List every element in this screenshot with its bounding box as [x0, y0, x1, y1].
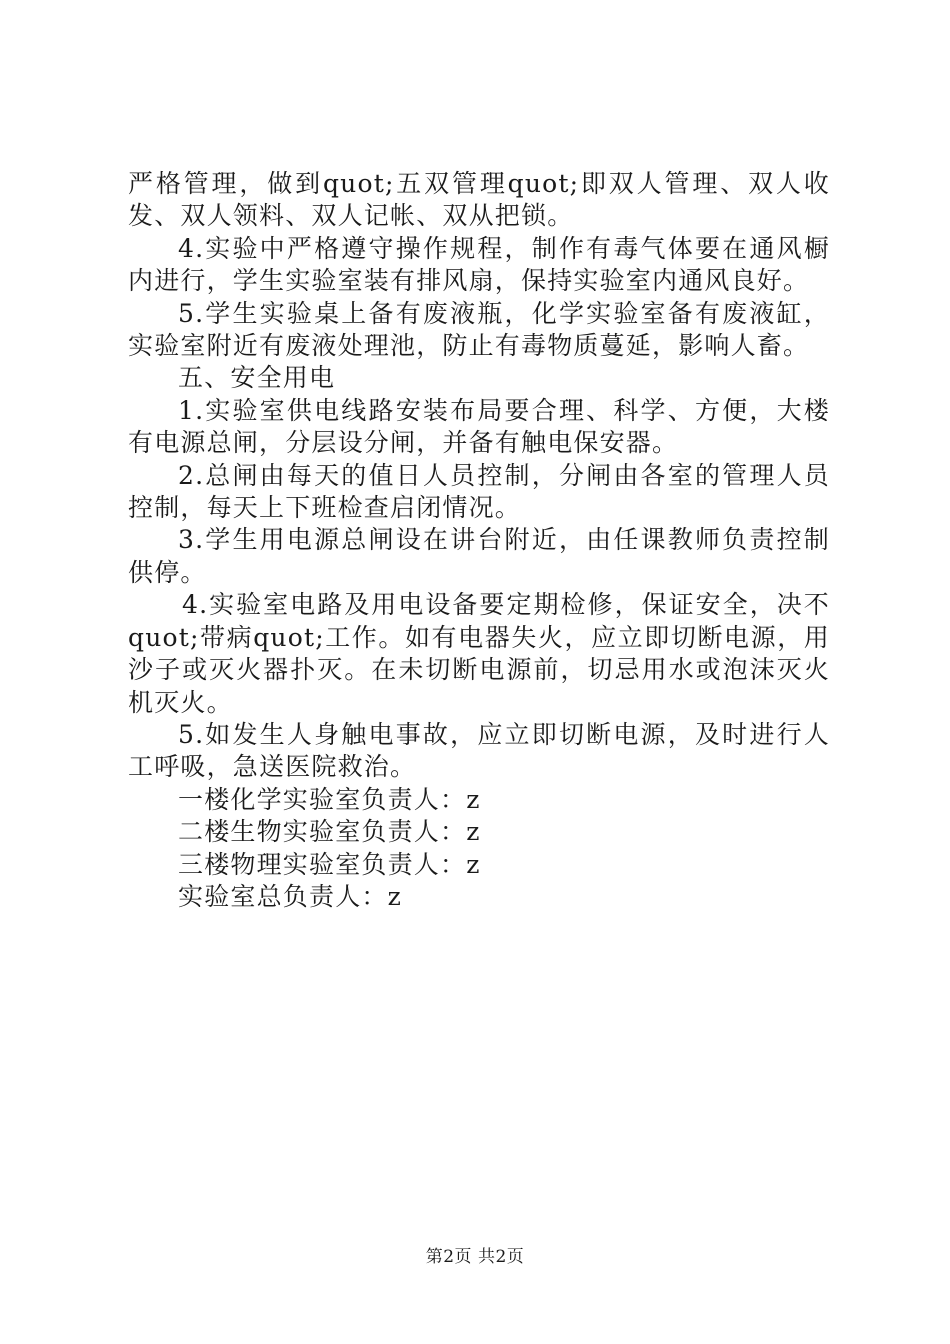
paragraph-item-4-maintenance: 4.实验室电路及用电设备要定期检修，保证安全，决不quot;带病quot;工作。如有电器失火，应立即切断电源，用沙子或灭火器扑灭。在未切断电源前，切忌用水或泡沫灭火机灭火。	[128, 590, 830, 717]
responsible-person-floor-2: 二楼生物实验室负责人：z	[178, 817, 481, 847]
document-body	[128, 168, 830, 913]
responsible-person-overall: 实验室总负责人：z	[178, 881, 402, 911]
paragraph-item-5-electric-shock: 5.如发生人身触电事故，应立即切断电源，及时进行人工呼吸，急送医院救治。	[128, 719, 830, 782]
paragraph-item-4-ventilation: 4.实验中严格遵守操作规程，制作有毒气体要在通风橱内进行，学生实验室装有排风扇，保持实验室内通风良好。	[128, 233, 830, 296]
page-number-footer: 第2页 共2页	[425, 1247, 525, 1267]
paragraph-item-2-switch-control: 2.总闸由每天的值日人员控制，分闸由各室的管理人员控制，每天上下班检查启闭情况。	[128, 460, 830, 523]
responsible-person-floor-3: 三楼物理实验室负责人：z	[178, 849, 481, 879]
responsible-person-floor-1: 一楼化学实验室负责人：z	[178, 784, 481, 814]
paragraph-item-3-student-power: 3.学生用电源总闸设在讲台附近，由任课教师负责控制供停。	[128, 525, 830, 587]
paragraph-item-5-waste-liquid: 5.学生实验桌上备有废液瓶，化学实验室备有废液缸，实验室附近有废液处理池，防止有毒物质蔓延，影响人畜。	[128, 298, 830, 361]
paragraph-item-1-wiring: 1.实验室供电线路安装布局要合理、科学、方便，大楼有电源总闸，分层设分闸，并备有触电保安器。	[128, 395, 830, 458]
paragraph-continuation: 严格管理，做到quot;五双管理quot;即双人管理、双人收发、双人领料、双人记帐、双从把锁。	[128, 169, 830, 231]
section-heading-electrical-safety: 五、安全用电	[178, 363, 336, 393]
